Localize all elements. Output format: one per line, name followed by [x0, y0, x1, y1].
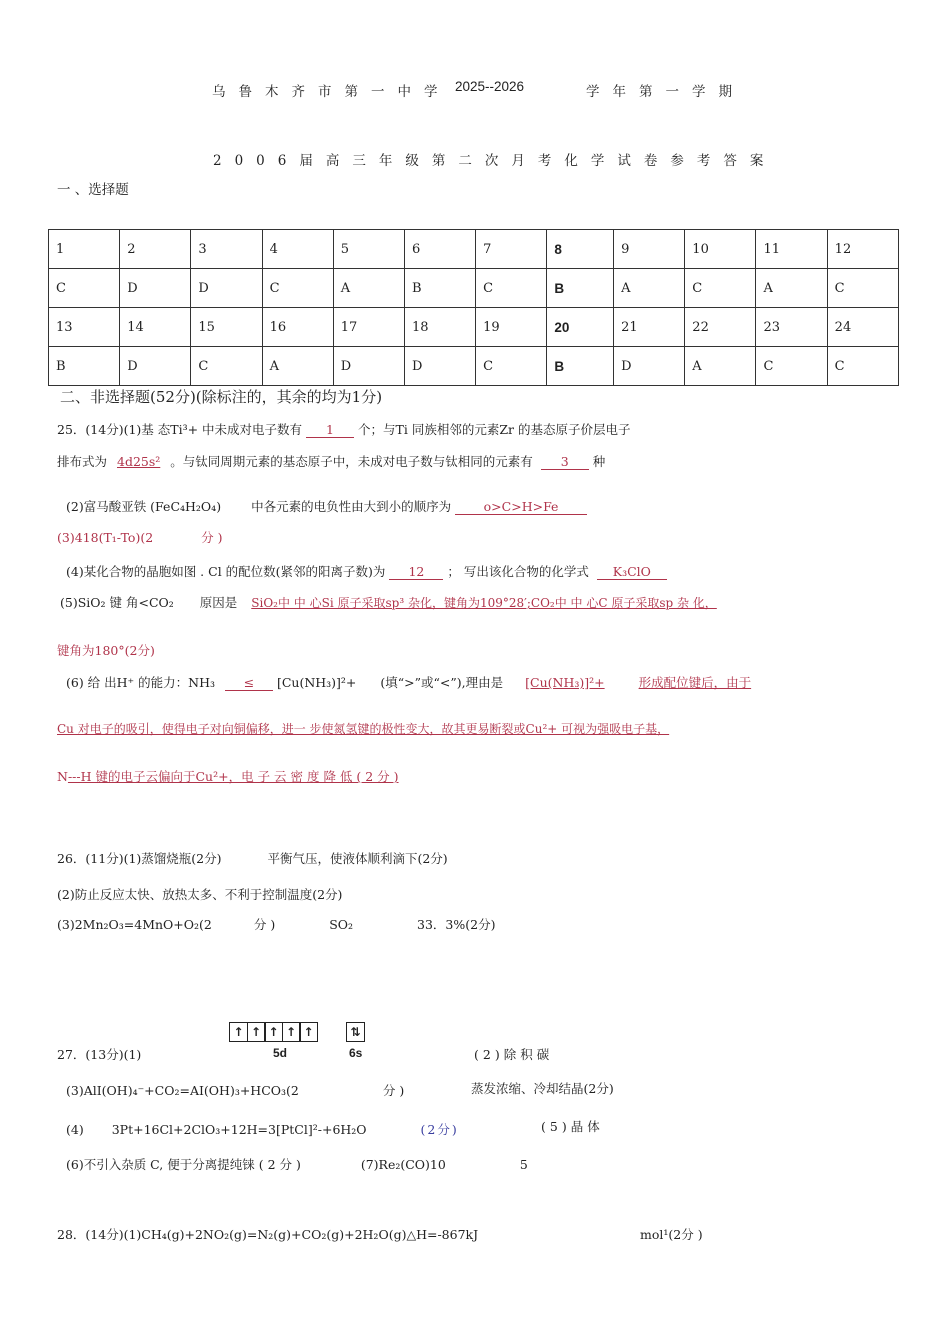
- q25-line9: Cu 对电子的吸引，使得电子对向铜偏移，进一 步使氮氢键的极性变大，故其更易断裂或Cu²+ 可视为强吸电子基，: [57, 722, 670, 736]
- q25-l4-text-b: 分 ): [201, 530, 223, 545]
- table-cell: D: [120, 347, 191, 386]
- section1-title: 一 、选择题: [57, 182, 129, 198]
- table-cell: 24: [827, 308, 898, 347]
- table-cell: 21: [614, 308, 685, 347]
- table-cell: B: [547, 269, 614, 308]
- table-cell: 5: [333, 230, 404, 269]
- q25-l5-text: (4)某化合物的晶胞如图 . Cl 的配位数(紧邻的阳离子数)为: [66, 564, 386, 579]
- q25-answer-9: ≤: [225, 675, 273, 691]
- q25-answer-5: (3)418(T₁-To)(2: [57, 530, 154, 545]
- q25-l1-text: 25．(14分)(1)基 态Ti³+ 中未成对电子数有: [57, 422, 303, 437]
- q25-line6: [60, 593, 717, 611]
- q25-line2: [57, 452, 605, 470]
- q25-l8-text-d: 形成配位键后，由于: [638, 675, 752, 690]
- q25-answer-7: K₃ClO: [597, 564, 667, 580]
- q25-line10: [57, 767, 399, 785]
- table-cell: C: [476, 347, 547, 386]
- q26-line3: [57, 915, 495, 933]
- q26-line2: (2)防止反应太快、放热太多、不利于控制温度(2分): [57, 887, 343, 902]
- table-cell: B: [547, 347, 614, 386]
- table-cell: C: [756, 347, 827, 386]
- orbital-box: ↑: [229, 1022, 248, 1042]
- q27-line1-b: (2)除积碳: [474, 1047, 554, 1062]
- table-cell: A: [685, 347, 756, 386]
- q27-line4: [66, 1155, 528, 1173]
- table-cell: A: [262, 347, 333, 386]
- table-cell: 6: [404, 230, 475, 269]
- orbital-5d: [229, 1022, 317, 1042]
- q25-l6-text-b: 原因是: [199, 595, 238, 610]
- q27-line2: [66, 1081, 404, 1099]
- q25-l2-text-c: 种: [592, 454, 606, 469]
- table-cell: 8: [547, 230, 614, 269]
- q28-line1: 28．(14分)(1)CH₄(g)+2NO₂(g)=N₂(g)+CO₂(g)+2H₂O(g)△H=-867kJ: [57, 1227, 479, 1242]
- q27-l3-text-c: (2分): [420, 1122, 459, 1137]
- orbital-6s: [346, 1022, 364, 1042]
- q25-l3-text: (2)富马酸亚铁 (FeC₄H₂O₄): [66, 499, 222, 514]
- table-cell: D: [333, 347, 404, 386]
- table-cell: D: [404, 347, 475, 386]
- q25-l5-text-b: ； 写出该化合物的化学式: [447, 564, 589, 579]
- table-row: [49, 230, 899, 269]
- title-term: 学年第一学期: [586, 84, 745, 100]
- table-cell: B: [49, 347, 120, 386]
- q26-line1: [57, 849, 448, 867]
- q27-l3-text-b: 3Pt+16Cl+2ClO₃+12H=3[PtCl]²-+6H₂O: [111, 1122, 367, 1137]
- q26-l1-text: 26．(11分)(1)蒸馏烧瓶(2分): [57, 851, 222, 866]
- q27-l4-text: (6)不引入杂质 C, 便于分离提纯铼 ( 2 分 ): [66, 1157, 301, 1172]
- q25-l1-text-b: 个；与Ti 同族相邻的元素Zr 的基态原子价层电子: [358, 422, 631, 437]
- q25-line7: 键角为180°(2分): [57, 643, 155, 658]
- table-row: [49, 269, 899, 308]
- table-cell: 14: [120, 308, 191, 347]
- orbital-box: ⇅: [346, 1022, 365, 1042]
- orbital-box: ↑: [299, 1022, 318, 1042]
- table-cell: A: [756, 269, 827, 308]
- q27-l3-text: (4): [66, 1122, 84, 1137]
- table-cell: 18: [404, 308, 475, 347]
- section2-title: 二、非选择题(52分)(除标注的，其余的均为1分): [60, 388, 383, 406]
- table-cell: A: [614, 269, 685, 308]
- q25-l8-text-c: (填“>”或“<”),理由是: [380, 675, 504, 690]
- q28-line1-b: mol¹(2分 ): [640, 1227, 703, 1242]
- orbital-label-6s: 6s: [349, 1046, 363, 1060]
- q27-line3-d: (5)晶体: [541, 1119, 604, 1134]
- q27-l4-text-c: 5: [519, 1157, 528, 1172]
- orbital-label-5d: 5d: [273, 1046, 288, 1060]
- q26-l1-text-b: 平衡气压，使液体顺利滴下(2分): [267, 851, 448, 866]
- table-cell: C: [827, 269, 898, 308]
- table-cell: 12: [827, 230, 898, 269]
- table-cell: 9: [614, 230, 685, 269]
- q25-l8-text: (6) 给 出H⁺ 的能力：NH₃: [66, 675, 215, 690]
- q26-l3-text-b: 分 ): [253, 917, 276, 932]
- q25-line5: [66, 562, 667, 580]
- q25-l2-text: 排布式为: [57, 454, 108, 469]
- q25-answer-8: SiO₂中 中 心Si 原子采取sp³ 杂化，键角为109°28′;CO₂中 中 心C 原子采取sp 杂 化，: [251, 596, 717, 610]
- q25-l10-text: ---H 键的电子云偏向于Cu²+，电 子 云 密 度 降 低 ( 2 分 ): [67, 769, 399, 784]
- q25-answer-6: 12: [389, 564, 443, 580]
- q27-line1: 27．(13分)(1): [57, 1047, 142, 1062]
- q27-l2-text: (3)AlI(OH)₄⁻+CO₂=AI(OH)₃+HCO₃(2: [66, 1083, 299, 1098]
- q25-line1: [57, 420, 630, 438]
- table-cell: 7: [476, 230, 547, 269]
- subtitle: 2006届高三年级第二次月考化学试卷参考答案: [213, 153, 777, 169]
- q27-l2-text-b: 分 ): [382, 1083, 405, 1098]
- q25-l8-text-b: [Cu(NH₃)]²+: [276, 675, 357, 690]
- table-cell: 10: [685, 230, 756, 269]
- q25-line8: [66, 673, 751, 691]
- table-cell: C: [827, 347, 898, 386]
- q26-l3-text: (3)2Mn₂O₃=4MnO+O₂(2: [57, 917, 212, 932]
- table-cell: 19: [476, 308, 547, 347]
- answer-table: [48, 229, 899, 386]
- table-cell: B: [404, 269, 475, 308]
- table-cell: 16: [262, 308, 333, 347]
- table-cell: 11: [756, 230, 827, 269]
- orbital-box: ↑: [282, 1022, 301, 1042]
- q27-line2-c: 蒸发浓缩、冷却结晶(2分): [471, 1081, 614, 1096]
- title-year: 2025--2026: [455, 79, 525, 94]
- table-cell: 4: [262, 230, 333, 269]
- q25-answer-10: [Cu(NH₃)]²+: [525, 675, 605, 690]
- q27-line3: [66, 1120, 459, 1138]
- table-cell: 23: [756, 308, 827, 347]
- q25-answer-2: 4d25s²: [117, 454, 161, 469]
- table-cell: A: [333, 269, 404, 308]
- table-cell: C: [191, 347, 262, 386]
- q25-l3-text-b: 中各元素的电负性由大到小的顺序为: [251, 499, 452, 514]
- q25-answer-3: 3: [541, 454, 589, 470]
- table-cell: 1: [49, 230, 120, 269]
- q25-l6-text: (5)SiO₂ 键 角<CO₂: [60, 595, 174, 610]
- table-cell: C: [685, 269, 756, 308]
- table-cell: C: [49, 269, 120, 308]
- q27-l4-text-b: (7)Re₂(CO)10: [360, 1157, 446, 1172]
- table-cell: D: [120, 269, 191, 308]
- q26-l3-text-c: SO₂: [329, 917, 354, 932]
- q25-l2-text-b: 。与钛同周期元素的基态原子中，未成对电子数与钛相同的元素有: [170, 454, 533, 469]
- q25-line3: [66, 497, 587, 515]
- orbital-box: ↑: [264, 1022, 283, 1042]
- table-cell: 13: [49, 308, 120, 347]
- table-cell: 2: [120, 230, 191, 269]
- table-cell: D: [191, 269, 262, 308]
- q25-l10-n: N: [57, 769, 68, 784]
- table-cell: C: [262, 269, 333, 308]
- table-cell: 3: [191, 230, 262, 269]
- table-cell: 22: [685, 308, 756, 347]
- orbital-box: ↑: [247, 1022, 266, 1042]
- q25-answer-4: o>C>H>Fe: [455, 499, 587, 515]
- q25-answer-1: 1: [306, 422, 354, 438]
- title-school: 乌鲁木齐市第一中学: [212, 84, 451, 100]
- table-cell: 17: [333, 308, 404, 347]
- table-cell: D: [614, 347, 685, 386]
- table-row: [49, 347, 899, 386]
- table-cell: 15: [191, 308, 262, 347]
- table-cell: C: [476, 269, 547, 308]
- table-row: [49, 308, 899, 347]
- table-cell: 20: [547, 308, 614, 347]
- q26-l3-text-d: 33．3%(2分): [417, 917, 496, 932]
- q25-line4: [57, 528, 223, 546]
